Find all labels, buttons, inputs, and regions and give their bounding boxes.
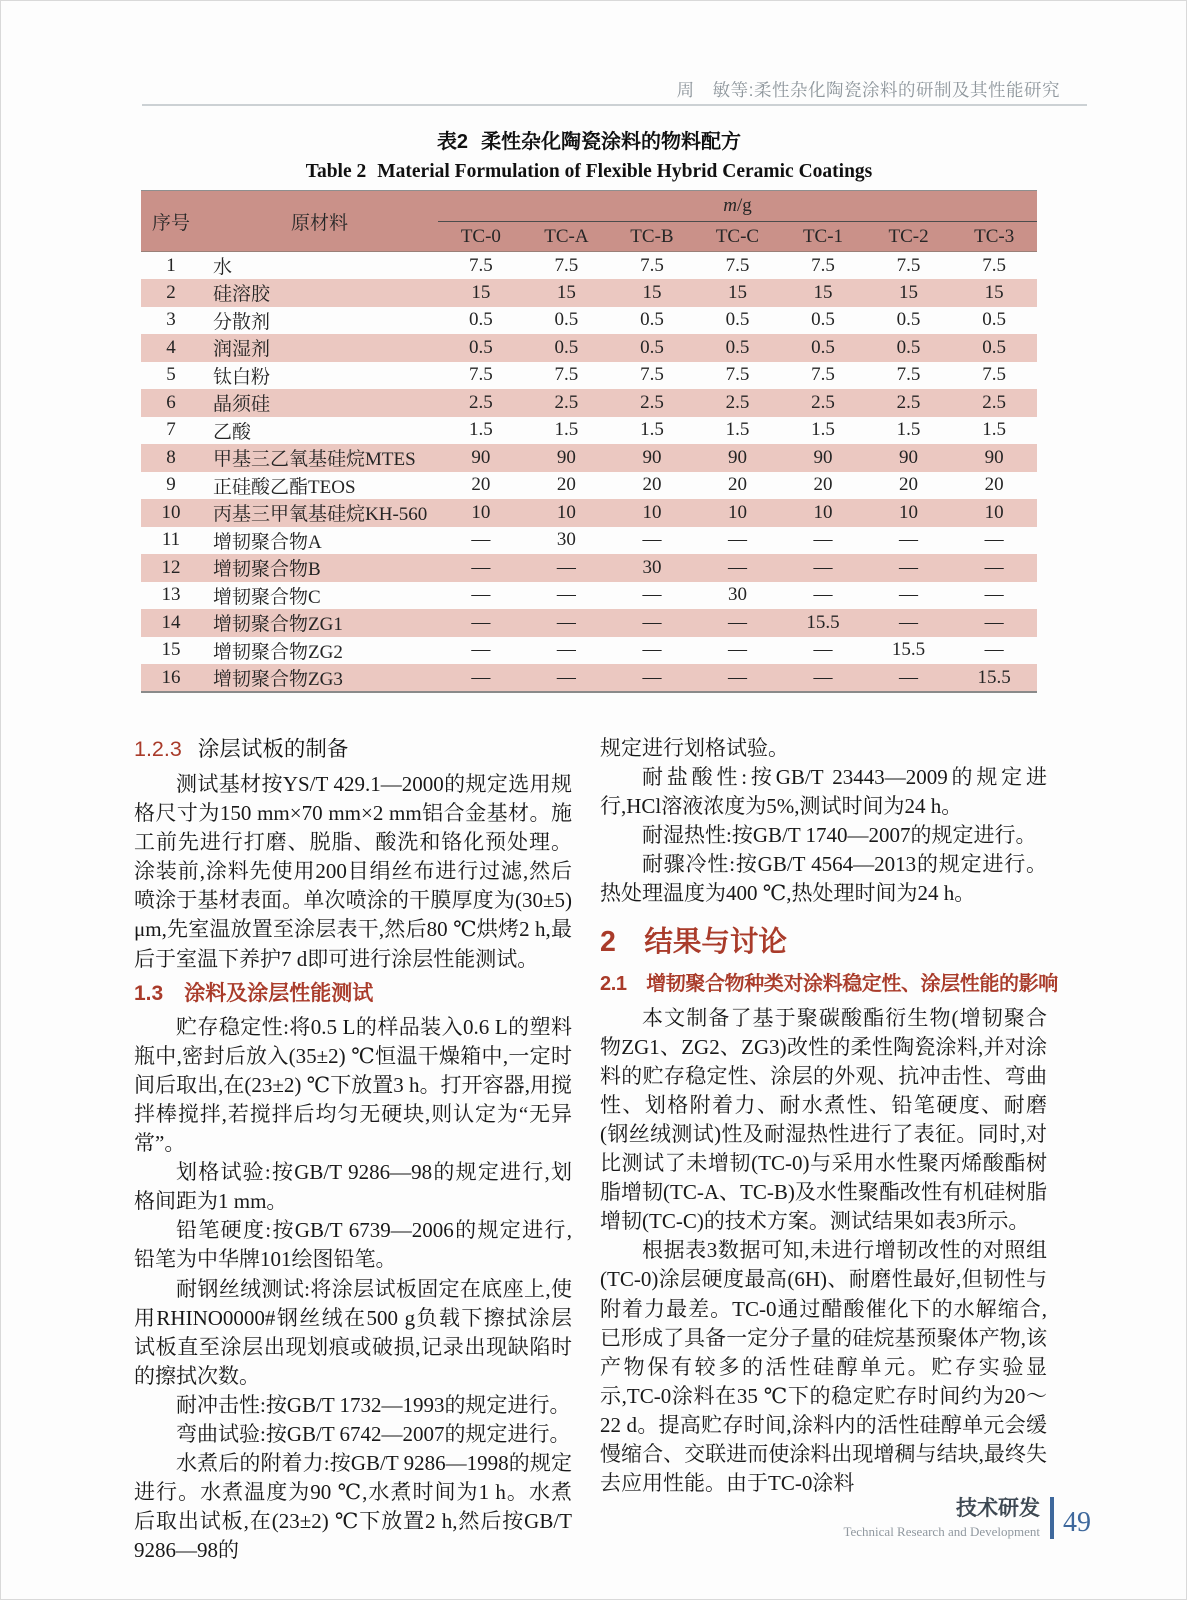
- row-no: 7: [166, 419, 176, 441]
- row-no: 12: [161, 556, 181, 578]
- col-header-no: 序号: [152, 212, 191, 234]
- row-value: —: [556, 639, 576, 661]
- row-no: 5: [166, 364, 176, 386]
- row-value: 15: [471, 281, 491, 303]
- page-number: 49: [1063, 1507, 1091, 1538]
- row-value: 7.5: [896, 254, 921, 276]
- row-value: 2.5: [982, 391, 1007, 413]
- paragraph: 本文制备了基于聚碳酸酯衍生物(增韧聚合物ZG1、ZG2、ZG3)改性的柔性陶瓷涂料,并对涂料的贮存稳定性、涂层的外观、抗冲击性、弯曲性、划格附着力、耐水煮性、铅笔硬度、耐磨(钢丝绒测试)性及耐湿热性进行了表征。同时,对比测试了未增韧(TC-0)与采用水性聚丙烯酸酯树脂增韧(TC-A、TC-B)及水性聚酯改性有机硅树脂增韧(TC-C)的技术方案。测试结果如表3所示。: [600, 1005, 1047, 1234]
- row-value: 0.5: [811, 336, 835, 358]
- row-value: 90: [471, 446, 491, 468]
- row-material: 乙酸: [213, 421, 252, 443]
- row-value: 15: [727, 281, 747, 303]
- header-divider: [142, 104, 1087, 106]
- row-no: 15: [161, 639, 181, 661]
- row-value: 20: [471, 474, 491, 496]
- row-value: 90: [727, 446, 747, 468]
- row-value: 90: [899, 446, 919, 468]
- subsection-heading: 1.3 涂料及涂层性能测试: [134, 981, 374, 1005]
- row-material: 增韧聚合物ZG3: [213, 669, 343, 690]
- paragraph: 测试基材按YS/T 429.1—2000的规定选用规格尺寸为150 mm×70 mm×2 mm铝合金基材。施工前先进行打磨、脱脂、酸洗和铬化预处理。涂装前,涂料先使用200目绢丝布进行过滤,然后喷涂于基材表面。单次喷涂的干膜厚度为(30±5) μm,先室温放置至涂层表干,然后80 ℃烘烤2 h,最后于室温下养护7 d即可进行涂层性能测试。: [134, 772, 572, 971]
- row-value: 7.5: [640, 364, 664, 386]
- row-value: 7.5: [469, 364, 493, 386]
- row-no: 4: [166, 336, 176, 358]
- paragraph: 耐骤冷性:按GB/T 4564—2013的规定进行。热处理温度为400 ℃,热处理时间为24 h。: [600, 852, 1047, 906]
- row-value: 10: [727, 501, 747, 523]
- row-value: —: [471, 556, 491, 578]
- row-material: 增韧聚合物ZG2: [213, 641, 343, 663]
- table-row: [141, 334, 1037, 362]
- row-value: 2.5: [896, 391, 921, 413]
- row-value: 30: [727, 584, 747, 606]
- row-value: 30: [556, 529, 576, 551]
- row-value: —: [984, 611, 1004, 633]
- footer-section: [843, 1497, 1040, 1539]
- col-header-sample: TC-2: [888, 225, 929, 247]
- row-no: 16: [161, 666, 181, 688]
- row-value: —: [471, 639, 491, 661]
- row-value: —: [642, 666, 662, 688]
- row-value: 0.5: [811, 309, 835, 331]
- left-column: [134, 734, 572, 1565]
- row-material: 丙基三甲氧基硅烷KH-560: [213, 504, 428, 526]
- row-value: —: [727, 666, 747, 688]
- paragraph: 弯曲试验:按GB/T 6742—2007的规定进行。: [176, 1421, 571, 1446]
- row-no: 13: [161, 584, 181, 606]
- row-value: 2.5: [554, 391, 579, 413]
- row-value: —: [471, 666, 491, 688]
- table-title-en: [141, 159, 1037, 184]
- row-value: —: [556, 584, 576, 606]
- row-value: —: [984, 556, 1004, 578]
- paragraph: 划格试验:按GB/T 9286—98的规定进行,划格间距为1 mm。: [134, 1160, 572, 1214]
- table-row: [141, 362, 1037, 390]
- row-value: —: [899, 611, 919, 633]
- subsubsection-heading: [134, 734, 572, 765]
- row-value: 7.5: [982, 364, 1007, 386]
- row-value: 0.5: [896, 309, 921, 331]
- formulation-table: [141, 190, 1037, 693]
- running-title: 周 敏等:柔性杂化陶瓷涂料的研制及其性能研究: [676, 80, 1060, 100]
- row-value: —: [642, 584, 662, 606]
- row-value: 20: [813, 474, 833, 496]
- row-value: 20: [642, 474, 662, 496]
- row-value: 30: [642, 556, 662, 578]
- row-value: 7.5: [982, 254, 1007, 276]
- row-value: 15: [642, 281, 662, 303]
- col-header-sample: TC-C: [715, 225, 760, 247]
- table-row: [141, 527, 1037, 555]
- col-header-sample: TC-1: [802, 225, 844, 247]
- row-material: 正硅酸乙酯TEOS: [213, 476, 356, 498]
- col-header-sample: TC-3: [974, 225, 1015, 247]
- paragraph: 耐盐酸性:按GB/T 23443—2009的规定进行,HCl溶液浓度为5%,测试时间为24 h。: [600, 765, 1047, 819]
- row-material: 增韧聚合物B: [213, 559, 321, 581]
- footer-divider-bar: [1050, 1497, 1054, 1539]
- row-value: 7.5: [554, 254, 579, 276]
- paragraph: 规定进行划格试验。: [600, 736, 789, 760]
- row-no: 14: [161, 611, 181, 633]
- row-material: 晶须硅: [213, 394, 271, 416]
- row-value: 0.5: [725, 309, 750, 331]
- row-value: 20: [899, 474, 919, 496]
- row-no: 3: [166, 309, 176, 331]
- row-value: —: [813, 666, 833, 688]
- table-label-en: Table 2: [305, 161, 367, 182]
- paragraph: 耐冲击性:按GB/T 1732—1993的规定进行。: [176, 1392, 571, 1417]
- row-value: 7.5: [811, 364, 835, 386]
- row-value: 1.5: [982, 419, 1007, 441]
- table-row: [141, 664, 1037, 692]
- row-value: —: [984, 584, 1004, 606]
- table-header: [141, 191, 1037, 252]
- row-value: 10: [984, 501, 1004, 523]
- row-value: 1.5: [811, 419, 835, 441]
- row-value: —: [813, 639, 833, 661]
- table-row: [141, 252, 1037, 280]
- row-material: 硅溶胶: [213, 284, 271, 306]
- heading-number: 1.2.3: [134, 737, 182, 761]
- row-value: —: [556, 556, 576, 578]
- row-value: —: [899, 529, 919, 551]
- table-row: [141, 417, 1037, 445]
- row-value: —: [471, 611, 491, 633]
- row-value: 7.5: [811, 254, 835, 276]
- row-value: 90: [642, 446, 662, 468]
- row-value: 15: [984, 281, 1004, 303]
- row-value: —: [984, 529, 1004, 551]
- row-value: 15: [556, 281, 576, 303]
- row-value: —: [556, 666, 576, 688]
- row-value: —: [813, 529, 833, 551]
- row-value: —: [642, 611, 662, 633]
- row-value: 20: [984, 474, 1004, 496]
- row-value: 1.5: [469, 419, 493, 441]
- row-material: 分散剂: [213, 311, 271, 333]
- paragraph: 耐湿热性:按GB/T 1740—2007的规定进行。: [642, 823, 1037, 848]
- row-value: 0.5: [982, 336, 1007, 358]
- row-value: —: [727, 529, 747, 551]
- row-value: 15.5: [891, 639, 926, 661]
- table-row: [141, 472, 1037, 500]
- col-header-sample: TC-0: [460, 225, 501, 247]
- row-value: 1.5: [725, 419, 750, 441]
- row-value: 20: [556, 474, 576, 496]
- page-footer: [843, 1497, 1091, 1539]
- heading-title: 涂层试板的制备: [197, 737, 349, 761]
- row-value: —: [899, 584, 919, 606]
- row-value: —: [727, 611, 747, 633]
- row-material: 润湿剂: [213, 339, 271, 361]
- row-value: 15: [813, 281, 833, 303]
- row-material: 水: [213, 257, 233, 278]
- row-value: —: [984, 639, 1004, 661]
- right-column: [600, 734, 1058, 1498]
- row-value: —: [642, 639, 662, 661]
- row-value: —: [813, 584, 833, 606]
- table-row: [141, 389, 1037, 417]
- row-value: 7.5: [554, 364, 579, 386]
- formulation-table-body: [141, 252, 1037, 693]
- row-no: 8: [166, 446, 176, 468]
- row-value: 15.5: [977, 666, 1011, 688]
- row-value: 20: [727, 474, 747, 496]
- unit-label: m/g: [723, 195, 752, 216]
- table-label-zh: 表2: [436, 131, 469, 153]
- row-value: —: [471, 584, 491, 606]
- row-value: —: [556, 611, 576, 633]
- row-value: 10: [556, 501, 576, 523]
- table-row: [141, 279, 1037, 307]
- row-value: 2.5: [640, 391, 664, 413]
- table-caption-zh: 柔性杂化陶瓷涂料的物料配方: [481, 131, 742, 153]
- row-value: 7.5: [469, 254, 493, 276]
- row-value: 0.5: [469, 309, 493, 331]
- row-value: 15.5: [806, 611, 840, 633]
- row-value: 1.5: [640, 419, 664, 441]
- row-material: 钛白粉: [213, 366, 271, 388]
- row-no: 1: [166, 254, 176, 276]
- row-value: 1.5: [896, 419, 921, 441]
- footer-section-zh: 技术研发: [956, 1497, 1040, 1520]
- row-value: 10: [899, 501, 919, 523]
- paragraph: 耐钢丝绒测试:将涂层试板固定在底座上,使用RHINO0000#钢丝绒在500 g负载下擦拭涂层试板直至涂层出现划痕或破损,记录出现缺陷时的擦拭次数。: [134, 1276, 572, 1388]
- row-no: 6: [166, 391, 176, 413]
- row-value: —: [899, 556, 919, 578]
- row-value: 0.5: [554, 336, 579, 358]
- row-no: 9: [166, 474, 176, 496]
- row-value: 90: [813, 446, 833, 468]
- row-value: 15: [899, 281, 919, 303]
- row-value: 7.5: [725, 364, 750, 386]
- row-value: —: [727, 556, 747, 578]
- table-row: [141, 554, 1037, 582]
- row-value: 7.5: [896, 364, 921, 386]
- table2-block: [141, 129, 1037, 693]
- row-material: 增韧聚合物ZG1: [213, 614, 343, 636]
- subsection-heading: 2.1 增韧聚合物种类对涂料稳定性、涂层性能的影响: [600, 972, 1058, 995]
- row-value: 2.5: [725, 391, 750, 413]
- row-value: 0.5: [982, 309, 1007, 331]
- section-heading: 2 结果与讨论: [600, 925, 787, 958]
- row-value: 10: [813, 501, 833, 523]
- table-row: [141, 582, 1037, 610]
- row-material: 增韧聚合物C: [213, 586, 321, 608]
- row-no: 11: [161, 529, 181, 551]
- row-value: 0.5: [725, 336, 750, 358]
- col-header-sample: TC-B: [630, 225, 674, 247]
- col-header-sample: TC-A: [544, 225, 589, 247]
- row-value: 10: [642, 501, 662, 523]
- row-no: 2: [166, 281, 176, 303]
- table-row: [141, 444, 1037, 472]
- table-title-zh: [141, 129, 1037, 155]
- col-header-material: 原材料: [291, 212, 349, 234]
- paragraph: 水煮后的附着力:按GB/T 9286—1998的规定进行。水煮温度为90 ℃,水煮时间为1 h。水煮后取出试板,在(23±2) ℃下放置2 h,然后按GB/T 9286—98的: [134, 1451, 572, 1563]
- row-value: —: [642, 529, 662, 551]
- row-value: 2.5: [811, 391, 835, 413]
- row-material: 增韧聚合物A: [213, 531, 322, 553]
- paragraph: 铅笔硬度:按GB/T 6739—2006的规定进行,铅笔为中华牌101绘图铅笔。: [134, 1218, 572, 1272]
- row-value: —: [813, 556, 833, 578]
- row-value: 7.5: [640, 254, 664, 276]
- footer-section-en: Technical Research and Development: [843, 1524, 1040, 1539]
- col-group-unit: [438, 191, 1037, 222]
- row-material: 甲基三乙氧基硅烷MTES: [213, 449, 416, 471]
- row-value: 0.5: [640, 336, 664, 358]
- row-no: 10: [161, 501, 181, 523]
- row-value: 7.5: [725, 254, 750, 276]
- row-value: —: [727, 639, 747, 661]
- row-value: —: [899, 666, 919, 688]
- table-row: [141, 499, 1037, 527]
- row-value: 0.5: [640, 309, 664, 331]
- running-head: [677, 77, 1060, 102]
- paragraph: 贮存稳定性:将0.5 L的样品装入0.6 L的塑料瓶中,密封后放入(35±2) ℃恒温干燥箱中,一定时间后取出,在(23±2) ℃下放置3 h。打开容器,用搅拌棒搅拌,若搅拌后均匀无硬块,则认定为“无异常”。: [134, 1014, 572, 1156]
- paragraph: 根据表3数据可知,未进行增韧改性的对照组(TC-0)涂层硬度最高(6H)、耐磨性最好,但韧性与附着力最差。TC-0通过醋酸催化下的水解缩合,已形成了具备一定分子量的硅烷基预聚体产物,该产物保有较多的活性硅醇单元。贮存实验显示,TC-0涂料在35 ℃下的稳定贮存时间约为20～22 d。提高贮存时间,涂料内的活性硅醇单元会缓慢缩合、交联进而使涂料出现增稠与结块,最终失去应用性能。由于TC-0涂料: [600, 1238, 1047, 1496]
- row-value: 2.5: [469, 391, 493, 413]
- table-row: [141, 637, 1037, 665]
- table-caption-en: Material Formulation of Flexible Hybrid Ceramic Coatings: [377, 161, 873, 182]
- row-value: 10: [471, 501, 491, 523]
- row-value: 1.5: [554, 419, 579, 441]
- row-value: 90: [556, 446, 576, 468]
- table-row: [141, 609, 1037, 637]
- table-row: [141, 307, 1037, 335]
- row-value: —: [471, 529, 491, 551]
- row-value: 0.5: [554, 309, 579, 331]
- row-value: 90: [984, 446, 1004, 468]
- row-value: 0.5: [469, 336, 493, 358]
- row-value: 0.5: [896, 336, 921, 358]
